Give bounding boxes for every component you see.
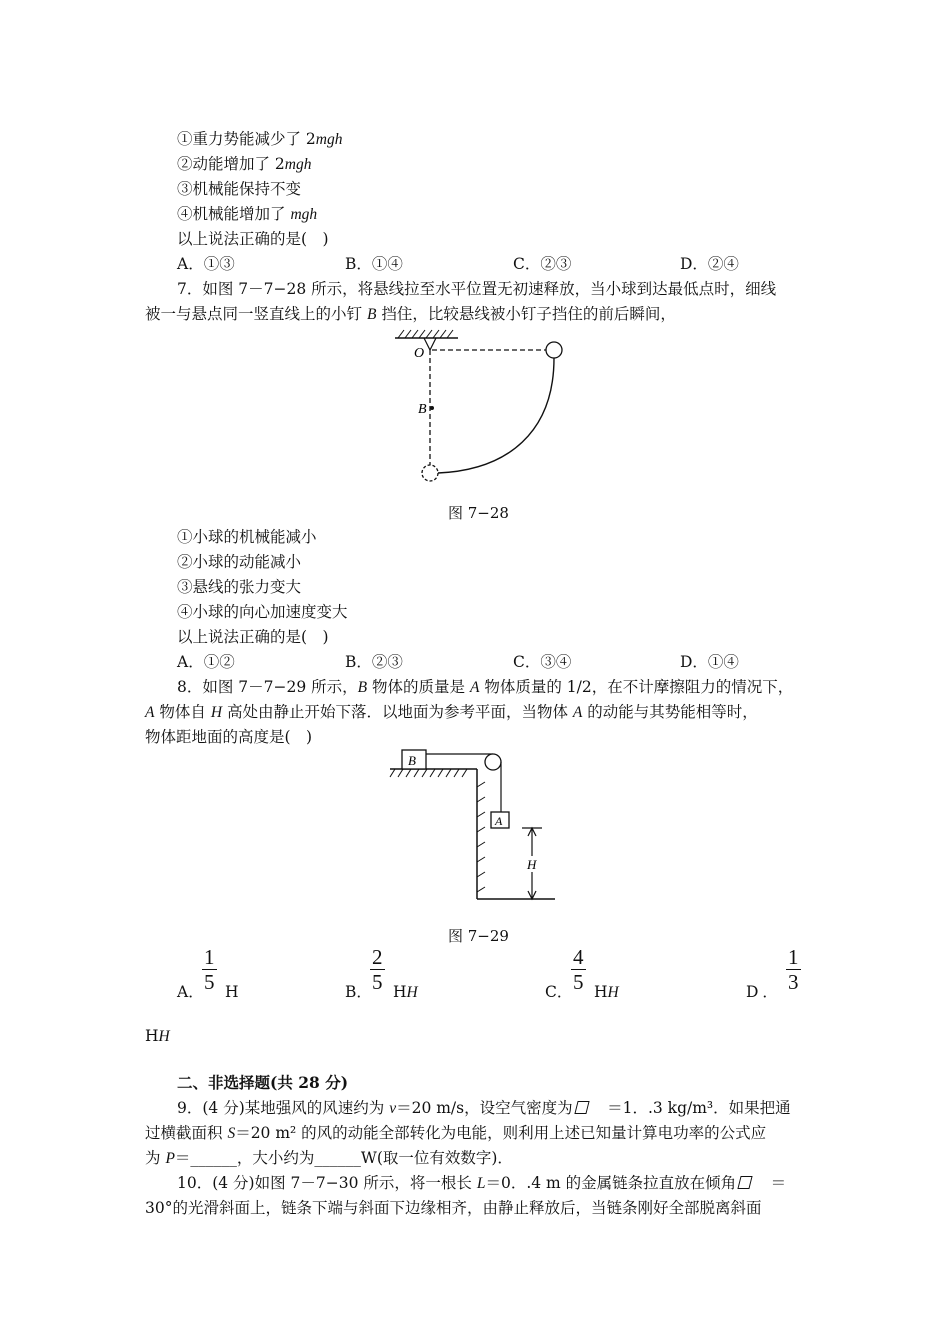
q8-option-d-suffix: HH bbox=[145, 1027, 170, 1045]
q6-item-4: ④机械能增加了 mgh bbox=[177, 205, 318, 223]
q6-option-b: B．①④ bbox=[345, 255, 403, 273]
swing-arc bbox=[438, 358, 554, 473]
theta-symbol-box bbox=[738, 1176, 753, 1189]
q8-option-a-fraction: $\frac{1}{5}$ bbox=[204, 945, 215, 994]
q6-option-c: C．②③ bbox=[513, 255, 572, 273]
q6-option-d: D．②④ bbox=[680, 255, 739, 273]
label-a-block: A bbox=[495, 814, 503, 828]
q8-option-c-suffix: HH bbox=[594, 983, 619, 1001]
wall-hatch bbox=[477, 782, 485, 892]
q7-item-3: ③悬线的张力变大 bbox=[177, 578, 302, 596]
q6-item-2: ②动能增加了 2mgh bbox=[177, 155, 312, 173]
figure-7-29-caption: 图 7−29 bbox=[448, 927, 509, 945]
q10-line1: 10．(4 分)如图 7－7−30 所示，将一根长 L＝0．.4 m 的金属链条拉直放在倾角 ＝ bbox=[177, 1174, 787, 1192]
ball-bottom bbox=[422, 465, 438, 481]
q7-stem-line1: 7．如图 7－7−28 所示，将悬线拉至水平位置无初速释放，当小球到达最低点时，细线 bbox=[177, 280, 777, 298]
ball-start bbox=[546, 342, 562, 358]
nail-b bbox=[430, 406, 434, 410]
q8-option-c-fraction: $\frac{4}{5}$ bbox=[573, 945, 584, 994]
pulley bbox=[485, 754, 501, 770]
table-hatch bbox=[390, 769, 467, 777]
q8-option-a-label: A． bbox=[177, 983, 204, 1001]
q8-stem-line1: 8．如图 7－7−29 所示，B 物体的质量是 A 物体质量的 1/2，在不计摩擦阻力的情况下， bbox=[177, 678, 794, 696]
q7-prompt: 以上说法正确的是( ) bbox=[177, 628, 329, 646]
q8-option-c-label: C． bbox=[545, 983, 573, 1001]
q8-option-b-fraction: $\frac{2}{5}$ bbox=[372, 945, 383, 994]
q8-stem-line2: A 物体自 H 高处由静止开始下落．以地面为参考平面，当物体 A 的动能与其势能相等时， bbox=[145, 703, 758, 721]
q7-item-1: ①小球的机械能减小 bbox=[177, 528, 317, 546]
q7-option-b: B．②③ bbox=[345, 653, 403, 671]
q9-line1: 9．(4 分)某地强风的风速约为 v＝20 m/s，设空气密度为 ＝1．.3 kg/m³．如果把通 bbox=[177, 1099, 791, 1117]
q6-item-3: ③机械能保持不变 bbox=[177, 180, 302, 198]
q8-option-b-suffix: HH bbox=[393, 983, 418, 1001]
q8-option-a-suffix: H bbox=[225, 983, 239, 1001]
q9-line2: 过横截面积 S＝20 m² 的风的动能全部转化为电能，则利用上述已知量计算电功率的公式应 bbox=[145, 1124, 767, 1142]
figure-7-28 bbox=[380, 320, 580, 490]
label-b: B bbox=[418, 402, 427, 417]
q7-stem-line2: 被一与悬点同一竖直线上的小钉 B 挡住，比较悬线被小钉子挡住的前后瞬间， bbox=[145, 305, 676, 323]
section-2-heading: 二、非选择题(共 28 分) bbox=[177, 1073, 349, 1092]
figure-7-28-caption: 图 7−28 bbox=[448, 504, 509, 522]
q10-line2: 30°的光滑斜面上，链条下端与斜面下边缘相齐，由静止释放后，当链条刚好全部脱离斜面 bbox=[145, 1199, 762, 1217]
q9-line3: 为 P＝______，大小约为______W(取一位有效数字)． bbox=[145, 1149, 513, 1167]
q7-item-4: ④小球的向心加速度变大 bbox=[177, 603, 348, 621]
q8-option-d-fraction: $\frac{1}{3}$ bbox=[788, 945, 799, 994]
rho-symbol-box bbox=[574, 1101, 589, 1114]
label-h: H bbox=[527, 857, 537, 872]
ceiling-hatch bbox=[398, 330, 453, 338]
pivot-mount bbox=[424, 338, 436, 350]
q7-option-d: D．①④ bbox=[680, 653, 739, 671]
q8-option-b-label: B． bbox=[345, 983, 372, 1001]
q6-prompt: 以上说法正确的是( ) bbox=[177, 230, 329, 248]
q7-option-a: A．①② bbox=[177, 653, 235, 671]
figure-7-29 bbox=[385, 742, 565, 912]
label-o: O bbox=[414, 346, 425, 361]
label-b-block: B bbox=[408, 753, 416, 768]
q7-item-2: ②小球的动能减小 bbox=[177, 553, 302, 571]
q7-option-c: C．③④ bbox=[513, 653, 572, 671]
q6-option-a: A．①③ bbox=[177, 255, 235, 273]
q8-option-d-label: D． bbox=[746, 983, 782, 1001]
q8-stem-line3: 物体距地面的高度是( ) bbox=[145, 728, 313, 746]
q6-item-1: ①重力势能减少了 2mgh bbox=[177, 130, 343, 148]
